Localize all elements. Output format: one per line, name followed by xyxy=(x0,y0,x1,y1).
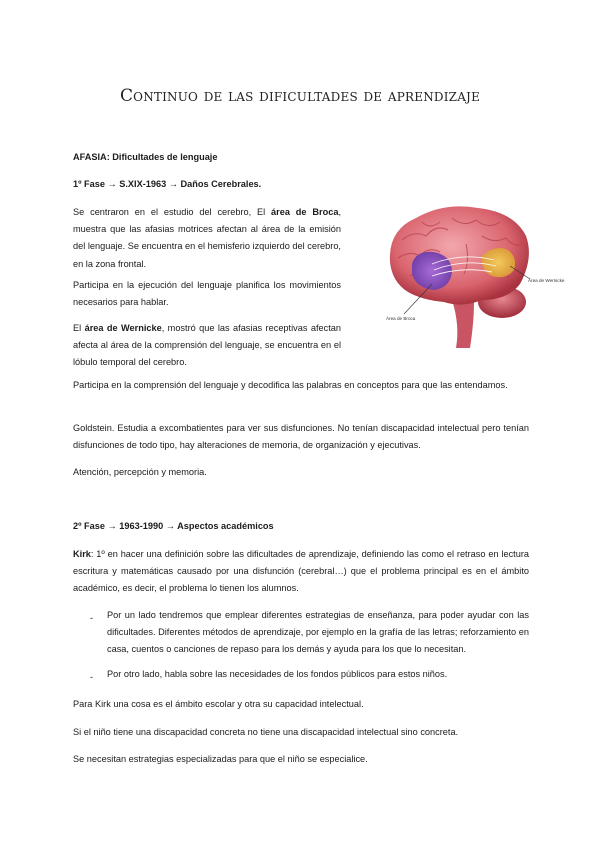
bullet-item-1: Por un lado tendremos que emplear diferentes estrategias de enseñanza, para poder ayudar con las dificultades. Diferentes métodos de aprendizaje, por ejemplo en la grafía de las letras; reforzamiento en casa, cuentos o canciones de repaso para los demás y ayuda para los que lo necesitan. xyxy=(107,610,529,655)
broca-term: área de Broca xyxy=(271,207,339,217)
disability-paragraph: Si el niño tiene una discapacidad concreta no tiene una discapacidad intelectual sino concreta. xyxy=(73,727,459,737)
attention-paragraph: Atención, percepción y memoria. xyxy=(73,467,207,477)
bullet-marker-2: - xyxy=(90,672,94,682)
brainstem-shape xyxy=(452,300,474,348)
section-heading-afasia: AFASIA: Dificultades de lenguaje xyxy=(73,152,218,162)
kirk-paragraph xyxy=(73,546,529,598)
wernicke-label: Área de Wernicke xyxy=(528,278,565,283)
kirk-school-paragraph: Para Kirk una cosa es el ámbito escolar y otra su capacidad intelectual. xyxy=(73,699,364,709)
wernicke-function-paragraph: Participa en la comprensión del lenguaje y decodifica las palabras en conceptos para que las entendamos. xyxy=(73,380,508,390)
strategies-paragraph: Se necesitan estrategias especializadas para que el niño se especialice. xyxy=(73,754,368,764)
brain-image xyxy=(382,200,582,350)
wernicke-paragraph xyxy=(73,320,341,372)
kirk-term: Kirk xyxy=(73,549,91,559)
wernicke-text-start: El xyxy=(73,323,85,333)
kirk-text: : 1º en hacer una definición sobre las dificultades de aprendizaje, definiendo las como el retraso en lectura escritura y matemáticas causado por una disfunción (cerebral…) que el problema principal es en el ámbito académico, es decir, el problema lo tienen los alumnos. xyxy=(73,549,529,594)
phase-1-heading: 1º Fase → S.XIX-1963 → Daños Cerebrales. xyxy=(73,179,262,189)
broca-label: Área de Broca xyxy=(386,316,416,321)
wernicke-text-end: , mostró que las afasias receptivas afectan afecta al área de la comprensión del lenguaje, se encuentra en el lóbulo temporal del cerebro. xyxy=(73,323,341,368)
bullet-marker-1: - xyxy=(90,613,94,623)
phase-2-heading: 2º Fase → 1963-1990 → Aspectos académicos xyxy=(73,521,274,531)
wernicke-term: área de Wernicke xyxy=(84,323,162,333)
broca-paragraph xyxy=(73,204,341,273)
page-title: Continuo de las dificultades de aprendizaje xyxy=(119,86,481,106)
broca-function-paragraph: Participa en la ejecución del lenguaje planifica los movimientos necesarios para hablar. xyxy=(73,280,341,308)
broca-text-start: Se centraron en el estudio del cerebro, El xyxy=(73,207,272,217)
goldstein-paragraph: Goldstein. Estudia a excombatientes para ver sus disfunciones. No tenían discapacidad intelectual pero tenían disfunciones de todo tipo, hay alteraciones de memoria, de organización y ejecutivas. xyxy=(73,423,529,451)
bullet-item-2: Por otro lado, habla sobre las necesidades de los fondos públicos para estos niños. xyxy=(107,669,448,679)
broca-text-end: , muestra que las afasias motrices afectan al área de la emisión del lenguaje. Se encuentra en el hemisferio izquierdo del cerebro, en la zona frontal. xyxy=(73,207,341,269)
